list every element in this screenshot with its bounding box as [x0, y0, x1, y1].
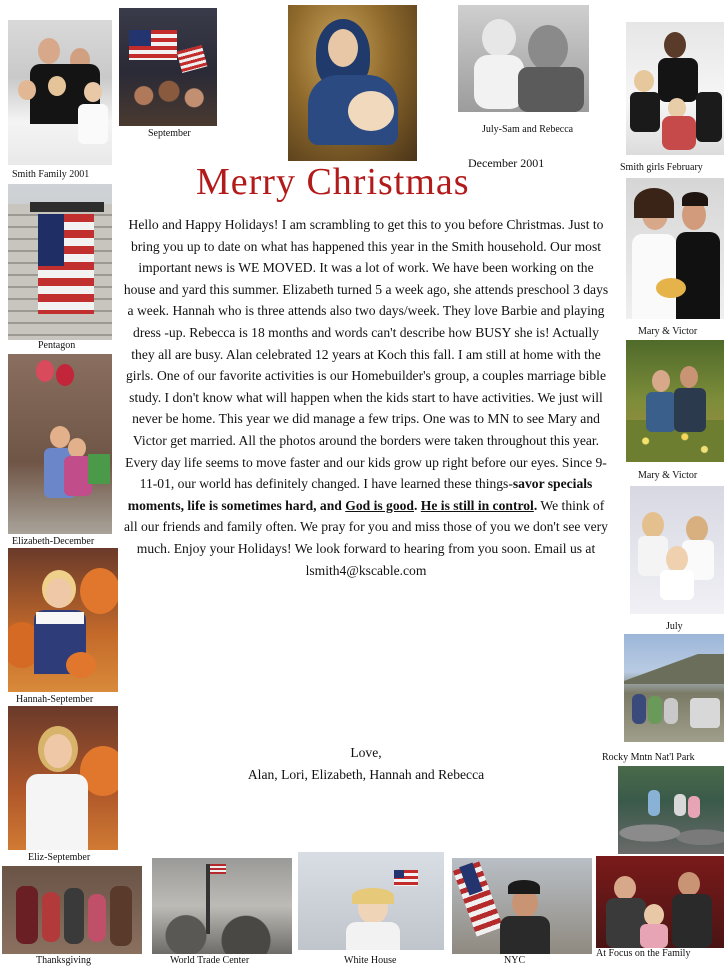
caption-hannah-september: Hannah-September	[16, 694, 94, 705]
letter-bold-3: .	[533, 497, 538, 513]
photo-smith-girls-feb	[626, 22, 724, 155]
photo-rocks-family	[618, 766, 724, 854]
caption-september: September	[148, 128, 191, 139]
letter-bold-underline-1: God is good	[345, 497, 414, 513]
letter-text-part1: Hello and Happy Holidays! I am scrambling to get this to you before Christmas. Just to bring you up to date on what has happened this year in the Smith household. Our most important news is WE MOVED. It was a lot of work. We have been working on the house and yard this summer. Elizabeth turned 5 a week ago, she attends preschool 3 days a week. Hannah who is three attends also two days/week. They love Barbie and playing dress -up. Rebecca is 18 months and words can't describe how BUSY she is! Actually they all are busy. Alan celebrated 12 years at Koch this fall. I am still at home with the girls. One of our favorite activities is our Homebuilder's group, a couples marriage bible study. I don't know what will happen when the kids start to have activities. We just will never be home. This year we did manage a few trips. One was to MN to see Mary and Victor get married. All the photos around the borders were taken throughout this year. Every day life seems to move faster and our kids grow up right before our eyes. Since 9-11-01, our world has definitely changed. I have learned these things-	[123, 217, 609, 492]
caption-world-trade-center: World Trade Center	[170, 955, 250, 966]
photo-eliz-september	[8, 706, 118, 850]
caption-smith-girls-feb: Smith girls February	[620, 162, 703, 173]
letter-bold-underline-2: He is still in control	[420, 497, 534, 513]
caption-thanksgiving: Thanksgiving	[36, 955, 91, 966]
caption-rocky-mntn: Rocky Mntn Nat'l Park	[602, 752, 695, 763]
caption-elizabeth-december: Elizabeth-December	[12, 536, 95, 547]
letter-bold-2: .	[414, 497, 421, 513]
caption-pentagon: Pentagon	[38, 340, 76, 351]
caption-mary-victor-2: Mary & Victor	[638, 470, 698, 481]
photo-mary-victor-2	[626, 340, 724, 462]
page-title: Merry Christmas	[196, 161, 470, 203]
caption-focus-family: At Focus on the Family	[596, 948, 691, 959]
photo-mary-victor-1	[626, 178, 724, 319]
photo-world-trade-center	[152, 858, 292, 954]
photo-madonna-child	[288, 5, 417, 161]
photo-smith-family-2001	[8, 20, 112, 165]
photo-nyc	[452, 858, 592, 954]
caption-mary-victor-1: Mary & Victor	[638, 326, 698, 337]
letter-date: December 2001	[468, 156, 545, 170]
photo-hannah-september	[8, 548, 118, 692]
letter-body	[122, 214, 610, 581]
caption-eliz-september: Eliz-September	[28, 852, 91, 863]
caption-smith-family-2001: Smith Family 2001	[12, 169, 90, 180]
caption-white-house: White House	[344, 955, 397, 966]
photo-pentagon	[8, 184, 112, 340]
photo-july	[630, 486, 724, 614]
caption-july-sam-rebecca: July-Sam and Rebecca	[482, 124, 574, 135]
photo-thanksgiving	[2, 866, 142, 954]
letter-text-part2: We think of all our friends and family often. We pray for you and miss those of you we don't see very much. Enjoy your Holidays! We look forward to hearing from you soon. Email us at lsmith4@kscable.com	[124, 497, 608, 578]
photo-rocky-mntn	[624, 634, 724, 742]
photo-white-house	[298, 852, 444, 950]
letter-signoff	[122, 742, 610, 786]
caption-july: July	[666, 621, 683, 632]
photo-september	[119, 8, 217, 126]
letter-closing: Love,	[350, 745, 382, 760]
photo-focus-family	[596, 856, 724, 948]
letter-bold-1: savor specials moments, life is sometimes hard, and	[127, 476, 593, 513]
letter-signature: Alan, Lori, Elizabeth, Hannah and Rebecca	[247, 767, 485, 782]
photo-elizabeth-december	[8, 354, 112, 534]
caption-nyc: NYC	[504, 955, 526, 966]
photo-july-sam-rebecca	[458, 5, 589, 112]
